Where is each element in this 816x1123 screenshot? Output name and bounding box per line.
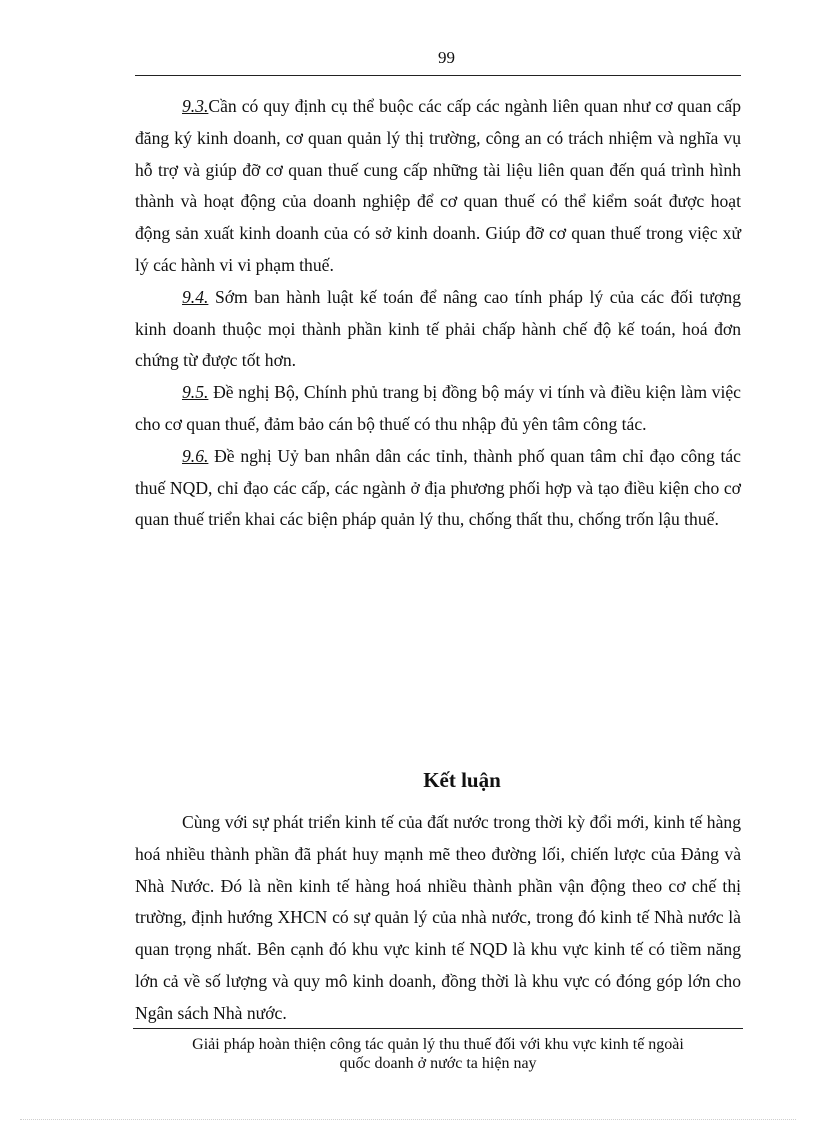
page-number: 99 (438, 48, 455, 67)
paragraph-9-5 (135, 377, 741, 441)
running-footer (133, 1035, 743, 1073)
section-number: 9.6. (182, 445, 209, 466)
paragraph-9-6 (135, 441, 741, 536)
paragraph-text: Cần có quy định cụ thể buộc các cấp các ngành liên quan như cơ quan cấp đăng ký kinh doanh, cơ quan quản lý thị trường, công an có trách nhiệm và nghĩa vụ hỗ trợ và giúp đỡ cơ quan thuế cung cấp những tài liệu liên quan đến quá trình hình thành và hoạt động của doanh nghiệp để cơ quan thuế có thể kiểm soát được hoạt động sản xuất kinh doanh của có sở kinh doanh. Giúp đỡ cơ quan thuế trong việc xử lý các hành vi vi phạm thuế. (135, 96, 741, 275)
footer-line-2: quốc doanh ở nước ta hiện nay (339, 1055, 537, 1072)
section-number: 9.5. (182, 382, 209, 403)
conclusion-body (135, 807, 741, 1030)
paragraph-text: Sớm ban hành luật kế toán để nâng cao tính pháp lý của các đối tượng kinh doanh thuộc mọi thành phần kinh tế phải chấp hành chế độ kế toán, hoá đơn chứng từ được tốt hơn. (135, 286, 741, 371)
page-edge-dots (20, 1119, 796, 1120)
section-number: 9.4. (182, 286, 209, 307)
paragraph-9-4 (135, 282, 741, 377)
paragraph-text: Đề nghị Uỷ ban nhân dân các tỉnh, thành phố quan tâm chỉ đạo công tác thuế NQD, chỉ đạo các cấp, các ngành ở địa phương phối hợp và tạo điều kiện cho cơ quan thuế triển khai các biện pháp quản lý thu, chống thất thu, chống trốn lậu thuế. (135, 445, 741, 530)
conclusion-paragraph: Cùng với sự phát triển kinh tế của đất nước trong thời kỳ đổi mới, kinh tế hàng hoá nhiều thành phần đã phát huy mạnh mẽ theo đường lối, chiến lược của Đảng và Nhà Nước. Đó là nền kinh tế hàng hoá nhiều thành phần vận động theo cơ chế thị trường, định hướng XHCN có sự quản lý của nhà nước, trong đó kinh tế Nhà nước là quan trọng nhất. Bên cạnh đó khu vực kinh tế NQD là khu vực kinh tế có tiềm năng lớn cả về số lượng và quy mô kinh doanh, đồng thời là khu vực có đóng góp lớn cho Ngân sách Nhà nước. (135, 812, 741, 1023)
footer-line-1: Giải pháp hoàn thiện công tác quản lý thu thuế đối với khu vực kinh tế ngoài (192, 1036, 684, 1053)
footer-rule (133, 1028, 743, 1029)
header-rule (135, 75, 741, 76)
paragraph-9-3 (135, 91, 741, 282)
body-text (135, 91, 741, 536)
paragraph-text: Đề nghị Bộ, Chính phủ trang bị đồng bộ máy vi tính và điều kiện làm việc cho cơ quan thuế, đảm bảo cán bộ thuế có thu nhập đủ yên tâm công tác. (135, 382, 741, 434)
section-number: 9.3. (182, 96, 209, 116)
conclusion-heading: Kết luận (423, 768, 501, 792)
